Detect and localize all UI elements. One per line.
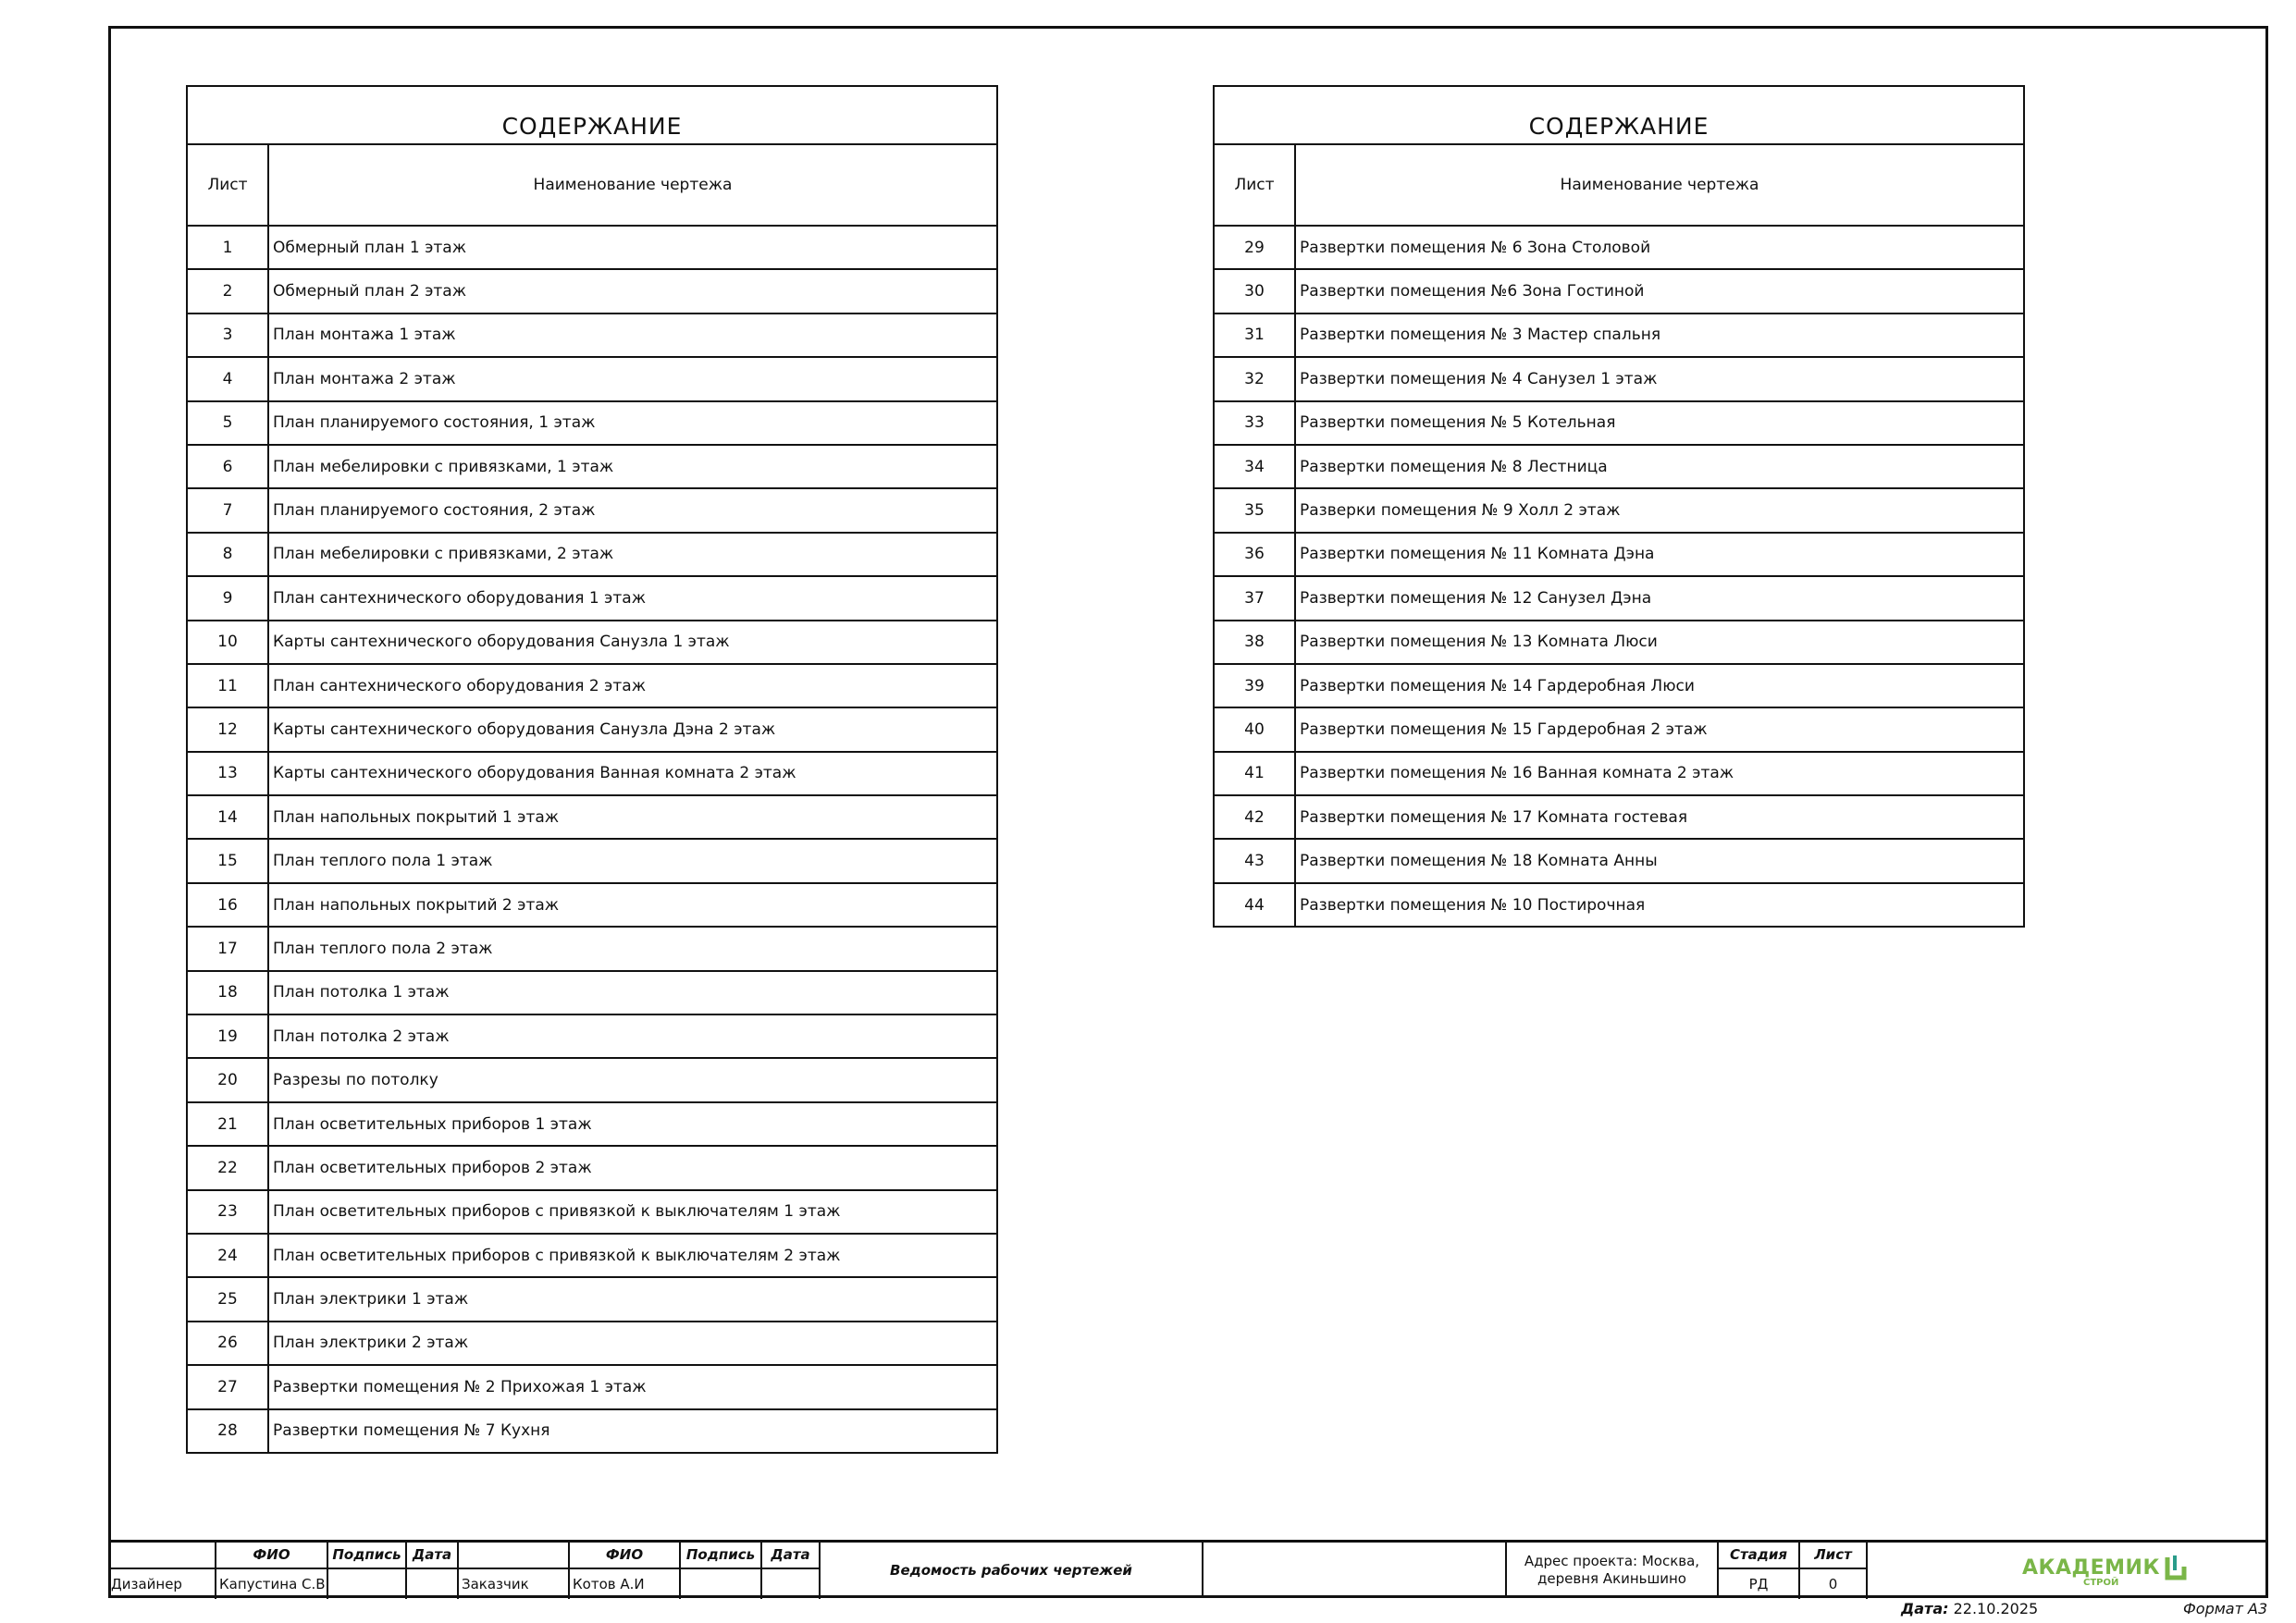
tb-customer-name: Котов А.И bbox=[570, 1569, 681, 1599]
table-row bbox=[187, 1014, 997, 1058]
drawing-name: План сантехнического оборудования 1 этаж bbox=[268, 576, 997, 620]
sheet-number: 13 bbox=[187, 752, 268, 795]
col-header-sheet: Лист bbox=[1214, 144, 1295, 226]
table-row bbox=[187, 269, 997, 313]
table-row bbox=[187, 1234, 997, 1277]
footer-format: Формат А3 bbox=[2183, 1600, 2268, 1617]
table-row bbox=[187, 1365, 997, 1408]
sheet-number: 19 bbox=[187, 1014, 268, 1058]
table-row bbox=[187, 839, 997, 882]
toc-table-right bbox=[1213, 85, 2025, 928]
drawing-name: План теплого пола 1 этаж bbox=[268, 839, 997, 882]
table-row bbox=[187, 1058, 997, 1101]
drawing-name: План потолка 2 этаж bbox=[268, 1014, 997, 1058]
drawing-name: Обмерный план 2 этаж bbox=[268, 269, 997, 313]
sheet-number: 7 bbox=[187, 488, 268, 532]
sheet-number: 30 bbox=[1214, 269, 1295, 313]
table-row bbox=[1214, 576, 2024, 620]
table-row bbox=[1214, 269, 2024, 313]
table-row bbox=[187, 226, 997, 269]
table-row bbox=[1214, 357, 2024, 400]
sheet-number: 1 bbox=[187, 226, 268, 269]
table-row bbox=[187, 621, 997, 664]
tb-date-header: Дата bbox=[407, 1543, 459, 1568]
drawing-name: Развертки помещения № 14 Гардеробная Люси bbox=[1295, 664, 2024, 707]
table-row bbox=[1214, 445, 2024, 488]
footer-date-value: 22.10.2025 bbox=[1953, 1600, 2039, 1617]
tb-customer-date bbox=[762, 1569, 821, 1599]
table-row bbox=[187, 1322, 997, 1365]
table-row bbox=[1214, 488, 2024, 532]
drawing-name: План электрики 2 этаж bbox=[268, 1322, 997, 1365]
drawing-name: Карты сантехнического оборудования Ванная комната 2 этаж bbox=[268, 752, 997, 795]
table-row bbox=[1214, 752, 2024, 795]
tb-designer-date bbox=[407, 1569, 459, 1599]
table-row bbox=[187, 533, 997, 576]
drawing-name: План потолка 1 этаж bbox=[268, 971, 997, 1014]
sheet-number: 44 bbox=[1214, 883, 1295, 927]
drawing-name: Развертки помещения № 7 Кухня bbox=[268, 1409, 997, 1453]
toc-title: СОДЕРЖАНИЕ bbox=[1214, 86, 2024, 144]
drawing-name: Разрезы по потолку bbox=[268, 1058, 997, 1101]
table-row bbox=[187, 795, 997, 839]
drawing-name: План осветительных приборов с привязкой к выключателям 2 этаж bbox=[268, 1234, 997, 1277]
table-row bbox=[187, 927, 997, 970]
col-header-name: Наименование чертежа bbox=[1295, 144, 2024, 226]
table-row bbox=[1214, 707, 2024, 751]
tb-date-header: Дата bbox=[762, 1543, 821, 1568]
sheet-number: 41 bbox=[1214, 752, 1295, 795]
tb-designer-role: Дизайнер bbox=[108, 1569, 216, 1599]
table-row bbox=[1214, 795, 2024, 839]
tb-sheet-header: Лист bbox=[1800, 1543, 1868, 1568]
sheet-number: 24 bbox=[187, 1234, 268, 1277]
table-row bbox=[187, 883, 997, 927]
col-header-sheet: Лист bbox=[187, 144, 268, 226]
col-header-name: Наименование чертежа bbox=[268, 144, 997, 226]
table-row bbox=[1214, 839, 2024, 882]
sheet-number: 31 bbox=[1214, 314, 1295, 357]
sheet-number: 26 bbox=[187, 1322, 268, 1365]
tb-fio-header: ФИО bbox=[216, 1543, 328, 1568]
sheet-number: 23 bbox=[187, 1190, 268, 1234]
drawing-name: План сантехнического оборудования 2 этаж bbox=[268, 664, 997, 707]
sheet-number: 28 bbox=[187, 1409, 268, 1453]
drawing-name: План монтажа 2 этаж bbox=[268, 357, 997, 400]
drawing-name: Развертки помещения № 12 Санузел Дэна bbox=[1295, 576, 2024, 620]
drawing-name: План монтажа 1 этаж bbox=[268, 314, 997, 357]
drawing-name: Обмерный план 1 этаж bbox=[268, 226, 997, 269]
sheet-number: 22 bbox=[187, 1146, 268, 1189]
drawing-name: Карты сантехнического оборудования Санузла 1 этаж bbox=[268, 621, 997, 664]
drawing-name: Развертки помещения № 11 Комната Дэна bbox=[1295, 533, 2024, 576]
sheet-number: 20 bbox=[187, 1058, 268, 1101]
sheet-number: 38 bbox=[1214, 621, 1295, 664]
logo-subtext: СТРОЙ bbox=[2083, 1578, 2119, 1588]
footer-date bbox=[1901, 1600, 2038, 1617]
drawing-name: Развертки помещения № 10 Постирочная bbox=[1295, 883, 2024, 927]
drawing-name: Развертки помещения № 13 Комната Люси bbox=[1295, 621, 2024, 664]
sheet-number: 36 bbox=[1214, 533, 1295, 576]
sheet-number: 15 bbox=[187, 839, 268, 882]
tb-designer-sign bbox=[328, 1569, 407, 1599]
table-row bbox=[1214, 401, 2024, 445]
sheet-number: 27 bbox=[187, 1365, 268, 1408]
table-row bbox=[187, 1146, 997, 1189]
tb-address bbox=[1507, 1543, 1719, 1598]
drawing-name: План мебелировки с привязками, 1 этаж bbox=[268, 445, 997, 488]
table-row bbox=[187, 445, 997, 488]
sheet-number: 37 bbox=[1214, 576, 1295, 620]
drawing-name: План осветительных приборов 2 этаж bbox=[268, 1146, 997, 1189]
tb-fio-header: ФИО bbox=[570, 1543, 681, 1568]
tb-sheet-value: 0 bbox=[1800, 1569, 1868, 1599]
toc-table-left bbox=[186, 85, 998, 1454]
table-row bbox=[1214, 883, 2024, 927]
tb-empty-cell bbox=[1204, 1543, 1507, 1598]
table-row bbox=[187, 1409, 997, 1453]
logo-mark-icon bbox=[2164, 1554, 2188, 1581]
toc-left-body bbox=[187, 226, 997, 1453]
drawing-name: План осветительных приборов 1 этаж bbox=[268, 1102, 997, 1146]
table-row bbox=[187, 576, 997, 620]
tb-stage-header: Стадия bbox=[1719, 1543, 1800, 1568]
table-row bbox=[187, 401, 997, 445]
drawing-name: План планируемого состояния, 1 этаж bbox=[268, 401, 997, 445]
drawing-name: Развертки помещения №6 Зона Гостиной bbox=[1295, 269, 2024, 313]
sheet-number: 8 bbox=[187, 533, 268, 576]
sheet-number: 17 bbox=[187, 927, 268, 970]
table-row bbox=[187, 707, 997, 751]
title-block bbox=[108, 1540, 2268, 1598]
tb-address-line2: деревня Акиньшино bbox=[1537, 1570, 1686, 1587]
sheet-number: 35 bbox=[1214, 488, 1295, 532]
drawing-name: План электрики 1 этаж bbox=[268, 1277, 997, 1321]
sheet-number: 11 bbox=[187, 664, 268, 707]
table-row bbox=[187, 752, 997, 795]
drawing-name: Развертки помещения № 3 Мастер спальня bbox=[1295, 314, 2024, 357]
tb-doc-title: Ведомость рабочих чертежей bbox=[821, 1543, 1204, 1598]
table-row bbox=[1214, 226, 2024, 269]
sheet-number: 16 bbox=[187, 883, 268, 927]
tb-customer-role: Заказчик bbox=[459, 1569, 570, 1599]
drawing-name: Развертки помещения № 5 Котельная bbox=[1295, 401, 2024, 445]
sheet-number: 3 bbox=[187, 314, 268, 357]
sheet-number: 34 bbox=[1214, 445, 1295, 488]
drawing-name: Развертки помещения № 17 Комната гостевая bbox=[1295, 795, 2024, 839]
sheet-number: 12 bbox=[187, 707, 268, 751]
drawing-name: Развертки помещения № 2 Прихожая 1 этаж bbox=[268, 1365, 997, 1408]
table-row bbox=[1214, 533, 2024, 576]
drawing-name: План осветительных приборов с привязкой к выключателям 1 этаж bbox=[268, 1190, 997, 1234]
table-row bbox=[187, 314, 997, 357]
sheet-number: 6 bbox=[187, 445, 268, 488]
sheet-number: 29 bbox=[1214, 226, 1295, 269]
toc-right-body bbox=[1214, 226, 2024, 927]
tb-address-line1: Адрес проекта: Москва, bbox=[1524, 1553, 1700, 1570]
tb-sign-header: Подпись bbox=[328, 1543, 407, 1568]
sheet-number: 5 bbox=[187, 401, 268, 445]
drawing-name: План напольных покрытий 2 этаж bbox=[268, 883, 997, 927]
table-row bbox=[187, 664, 997, 707]
table-row bbox=[1214, 314, 2024, 357]
table-row bbox=[187, 488, 997, 532]
drawing-name: План мебелировки с привязками, 2 этаж bbox=[268, 533, 997, 576]
drawing-name: План планируемого состояния, 2 этаж bbox=[268, 488, 997, 532]
sheet-number: 14 bbox=[187, 795, 268, 839]
drawing-name: Карты сантехнического оборудования Санузла Дэна 2 этаж bbox=[268, 707, 997, 751]
sheet-number: 18 bbox=[187, 971, 268, 1014]
sheet-number: 32 bbox=[1214, 357, 1295, 400]
sheet-number: 2 bbox=[187, 269, 268, 313]
sheet-number: 9 bbox=[187, 576, 268, 620]
drawing-name: Развертки помещения № 4 Санузел 1 этаж bbox=[1295, 357, 2024, 400]
sheet-number: 43 bbox=[1214, 839, 1295, 882]
drawing-name: Развертки помещения № 8 Лестница bbox=[1295, 445, 2024, 488]
drawing-name: Развертки помещения № 16 Ванная комната 2 этаж bbox=[1295, 752, 2024, 795]
table-row bbox=[187, 357, 997, 400]
table-row bbox=[187, 1277, 997, 1321]
tb-empty-cell bbox=[459, 1543, 570, 1568]
drawing-name: Развертки помещения № 18 Комната Анны bbox=[1295, 839, 2024, 882]
tb-designer-name: Капустина С.В. bbox=[216, 1569, 328, 1599]
tb-sign-header: Подпись bbox=[681, 1543, 762, 1568]
sheet-number: 42 bbox=[1214, 795, 1295, 839]
tb-customer-sign bbox=[681, 1569, 762, 1599]
sheet-number: 25 bbox=[187, 1277, 268, 1321]
drawing-name: Разверки помещения № 9 Холл 2 этаж bbox=[1295, 488, 2024, 532]
sheet-number: 33 bbox=[1214, 401, 1295, 445]
sheet-number: 21 bbox=[187, 1102, 268, 1146]
logo-text: АКАДЕМИК bbox=[2022, 1555, 2160, 1580]
toc-title: СОДЕРЖАНИЕ bbox=[187, 86, 997, 144]
drawing-name: Развертки помещения № 15 Гардеробная 2 этаж bbox=[1295, 707, 2024, 751]
sheet-number: 40 bbox=[1214, 707, 1295, 751]
sheet-number: 39 bbox=[1214, 664, 1295, 707]
drawing-name: План теплого пола 2 этаж bbox=[268, 927, 997, 970]
table-row bbox=[187, 971, 997, 1014]
table-row bbox=[187, 1190, 997, 1234]
sheet-number: 4 bbox=[187, 357, 268, 400]
drawing-name: План напольных покрытий 1 этаж bbox=[268, 795, 997, 839]
footer-date-label: Дата: bbox=[1901, 1600, 1949, 1617]
sheet-number: 10 bbox=[187, 621, 268, 664]
tb-stage-value: РД bbox=[1719, 1569, 1800, 1599]
drawing-name: Развертки помещения № 6 Зона Столовой bbox=[1295, 226, 2024, 269]
table-row bbox=[187, 1102, 997, 1146]
table-row bbox=[1214, 621, 2024, 664]
tb-empty-cell bbox=[108, 1543, 216, 1568]
table-row bbox=[1214, 664, 2024, 707]
